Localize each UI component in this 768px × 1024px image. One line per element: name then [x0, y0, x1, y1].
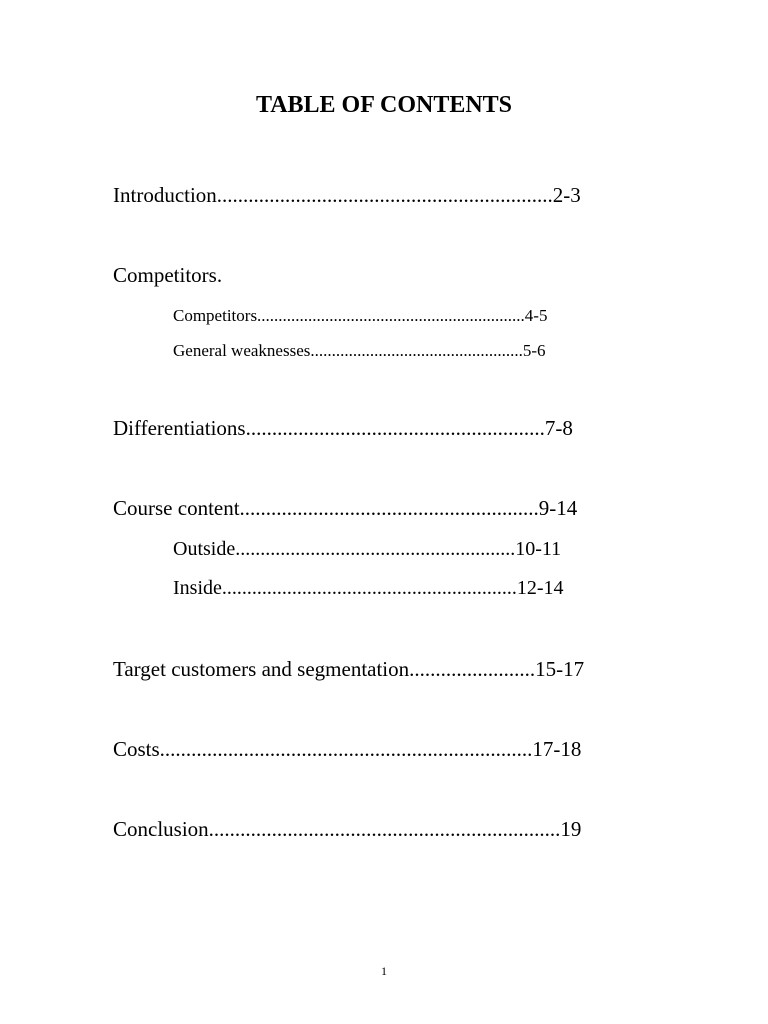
toc-subentry-competitors: Competitors...............................................................4-5: [173, 306, 548, 325]
toc-entry-conclusion: Conclusion...................................................................19: [113, 817, 582, 841]
toc-entry-course-content: Course content.........................................................9-14: [113, 496, 578, 520]
toc-entry-differentiations: Differentiations.........................................................7-8: [113, 416, 573, 440]
toc-entry-costs: Costs.......................................................................17-18: [113, 737, 582, 761]
toc-subentry-inside: Inside...........................................................12-14: [173, 577, 564, 599]
page-title: TABLE OF CONTENTS: [255, 92, 513, 118]
toc-subentry-general-weaknesses: General weaknesses..................................................5-6: [173, 341, 546, 360]
toc-subentry-outside: Outside........................................................10-11: [173, 538, 562, 560]
toc-heading-competitors: Competitors.: [113, 263, 223, 287]
toc-entry-introduction: Introduction................................................................2-3: [113, 183, 581, 207]
toc-entry-target-customers: Target customers and segmentation........................15-17: [113, 657, 585, 681]
page-number: 1: [381, 964, 387, 978]
